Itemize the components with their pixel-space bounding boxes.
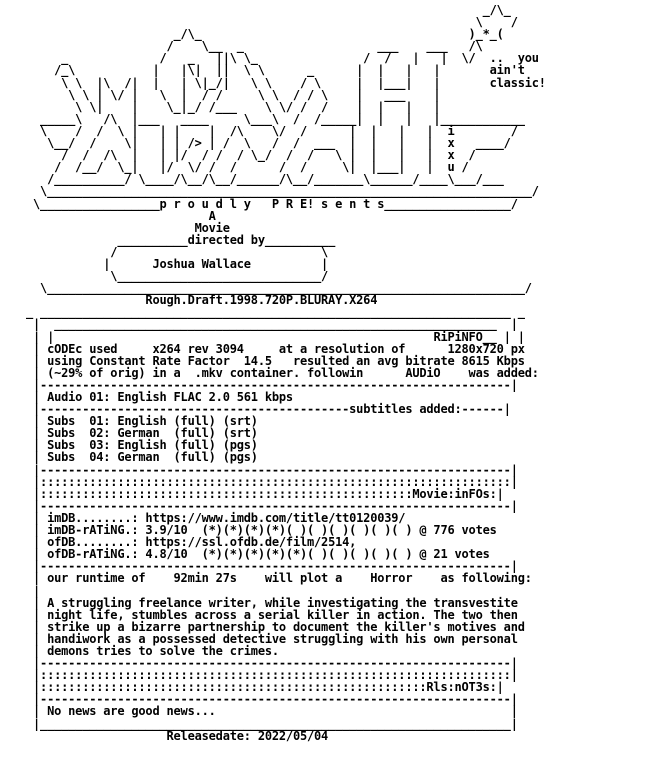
director-name: Joshua Wallace xyxy=(152,256,251,271)
logo-line: / /__/ \_| |/ \/ / / / / \| |___| | u / xyxy=(26,160,469,175)
subs-line: Subs 01: English (full) (srt) xyxy=(47,414,258,429)
release-notes-text: No news are good news... xyxy=(47,704,216,719)
logo-line: _____\ /\ |___ ____ \___\ / /_____| | | |____________ xyxy=(26,111,525,126)
codec-line: cODEc used x264 rev 3094 at a resolution of 1280x720 px xyxy=(47,341,525,356)
subtitles-label: subtitles added: xyxy=(349,402,462,417)
credit-movie: Movie xyxy=(194,220,230,235)
logo-line: _/\_ xyxy=(26,3,511,17)
plot-line: handiwork as a possessed detective struggling with his own personal xyxy=(47,631,518,646)
logo-line: / / /\ | | |/ / / / \_/ / / \ | | | | x / xyxy=(26,148,476,163)
logo-line: \ \ | \/ | \ | / / \ \ / / \ | ___ | xyxy=(26,87,441,102)
logo-line: \_____________________________________________________________________/ xyxy=(26,184,539,199)
codec-line: using Constant Rate Factor 14.5 resulted an avg bitrate 8615 Kbps xyxy=(47,353,525,368)
imdb-rating-line: imDB-rATiNG.: 3.9/10 (*)(*)(*)(*)( )( )( )( )( )( ) @ 776 votes xyxy=(47,523,497,538)
logo-line: \ \| | \_|_/ /___ \ \/ / / | | | | xyxy=(26,99,441,114)
imdb-line: imDB........: https://www.imdb.com/title/tt0120039/ xyxy=(47,510,406,525)
logo-line: /_\ | |\| || \ \ _ | | | | ain't xyxy=(26,63,525,78)
credit-directed-by: directed by xyxy=(187,232,265,247)
release-notes-title: Rls:nOT3s: xyxy=(426,680,497,695)
logo-line: \ \ |\ /| | | \|_/| \ \ / \ | |___| | classic! xyxy=(26,75,546,90)
release-date: Releasedate: 2022/05/04 xyxy=(166,728,329,743)
ofdb-rating-line: ofDB-rATiNG.: 4.8/10 (*)(*)(*)(*)(*)( )( )( )( )( ) @ 21 votes xyxy=(47,547,490,562)
logo-line: \ / / \ | | | | /\ \/ / | | | | i / xyxy=(26,123,518,138)
ripinfo-title: RiPiNFO xyxy=(433,329,483,344)
movie-info-title: Movie:inFOs: xyxy=(412,486,497,501)
release-name: Rough.Draft.1998.720P.BLURAY.X264 xyxy=(145,293,378,308)
plot-line: demons tries to solve the crimes. xyxy=(47,643,279,658)
logo-line: _/\_ )_*_( xyxy=(26,27,504,42)
logo-line: \__/ / \| | | /> | / \ / / ___ | | | | x ____/ xyxy=(26,136,511,151)
logo-line: /__________/ \____/\__/\__/______/\__/_______\______/____\___/___ xyxy=(26,172,504,187)
logo-line: _ / _ ||\ \_ / / | | \/ .. you xyxy=(26,51,539,66)
plot-line: A struggling freelance writer, while investigating the transvestite xyxy=(47,595,518,610)
plot-line: strike up a bizarre partnership to document the killer's motives and xyxy=(47,619,525,634)
codec-line: (~29% of orig) in a .mkv container. followin AUDiO was added: xyxy=(47,365,539,380)
ofdb-line: ofDB........: https://ssl.ofdb.de/film/2514, xyxy=(47,535,357,550)
logo-art xyxy=(26,3,546,198)
subs-line: Subs 02: German (full) (srt) xyxy=(47,426,258,441)
subs-line: Subs 03: English (full) (pgs) xyxy=(47,438,258,453)
logo-line: / \__ _ ___ ___ /\ xyxy=(26,39,483,54)
runtime-line: our runtime of 92min 27s will plot a Horror as following: xyxy=(47,571,532,586)
audio-line: Audio 01: English FLAC 2.0 561 kbps xyxy=(47,390,293,404)
credit-a: A xyxy=(208,208,216,223)
plot-line: night life, stumbles across a serial killer in action. The two then xyxy=(47,607,518,622)
subs-line: Subs 04: German (full) (pgs) xyxy=(47,450,258,465)
proudly-presents: p r o u d l y P R E! s e n t s xyxy=(159,196,385,211)
logo-line: \ / xyxy=(26,15,518,30)
nfo-document: _/\_ \ / _/\_ )_*_( / \__ _ ___ ___ /\ _ / _ ||\ \_ / / | | \/ .. you /_\ | |\| || \ \ _ | | | | ain't \ \ |\ /| | | \|_/| \ \ / \ | |___| | classic! \ \ | \/ | \ | / / \ \ / / \ | ___ | \ \| | \_|_/ /___ \ \/ / / | | | | _____\ /\ |___ ____ \___\ / /_____| | | |____________ \ / / \ | | | | /\ \/ / | | | | i / \__/ / \| | | /> | / \ / / ___ | | | | x ____/ / / /\ | | |/ / / / \_/ / / \ | | | | x / / /__/ \_| |/ \/ / / / / \| |___| | u / /__________/ \____/\__/\__/______/\__/_______\______/____\___/___ \_____________________________________________________________________/ \_________________p r o u d l y P R E! s e n t s__________________/ A Movie __________directed by__________ / \ | Joshua Wallace | \_____________________________/ \____________________________________________________________________/ Rough.Draft.1998.720P.BLURAY.X264 _ ___________________________________________________________________ _ | _______________________________________________________________ | | | RiPiNFO__ | | | cODEc used x264 rev 3094 at a resolution of 1280x720 px | using Constant Rate Factor 14.5 resulted an avg bitrate 8615 Kbps | (~29% of orig) in a .mkv container. followin AUDiO was added: |-------------------------------------------------------------------| | Audio 01: English FLAC 2.0 561 kbps |--------------------------------------------subtitles added:------| | Subs 01: English (full) (srt) | Subs 02: German (full) (srt) | Subs 03: English (full) (pgs) | Subs 04: German (full) (pgs) |-------------------------------------------------------------------| |:::::::::::::::::::::::::::::::::::::::::::::::::::::::::::::::::::| |:::::::::::::::::::::::::::::::::::::::::::::::::::::Movie:inFOs:| |-------------------------------------------------------------------| | imDB........: https://www.imdb.com/title/tt0120039/ | imDB-rATiNG.: 3.9/10 (*)(*)(*)(*)( )( )( )( )( )( ) @ 776 votes | ofDB........: https://ssl.ofdb.de/film/2514, | ofDB-rATiNG.: 4.8/10 (*)(*)(*)(*)(*)( )( )( )( )( ) @ 21 votes |-------------------------------------------------------------------| | our runtime of 92min 27s will plot a Horror as following: | | A struggling freelance writer, while investigating the transvestite | night life, stumbles across a serial killer in action. The two then | strike up a bizarre partnership to document the killer's motives and | handiwork as a possessed detective struggling with his own personal | demons tries to solve the crimes. |-------------------------------------------------------------------| |:::::::::::::::::::::::::::::::::::::::::::::::::::::::::::::::::::| |:::::::::::::::::::::::::::::::::::::::::::::::::::::::Rls:nOT3s:| |-------------------------------------------------------------------| | No news are good news... | |___________________________________________________________________| Releasedate: 2022/05/04 xyxy=(26,3,546,743)
